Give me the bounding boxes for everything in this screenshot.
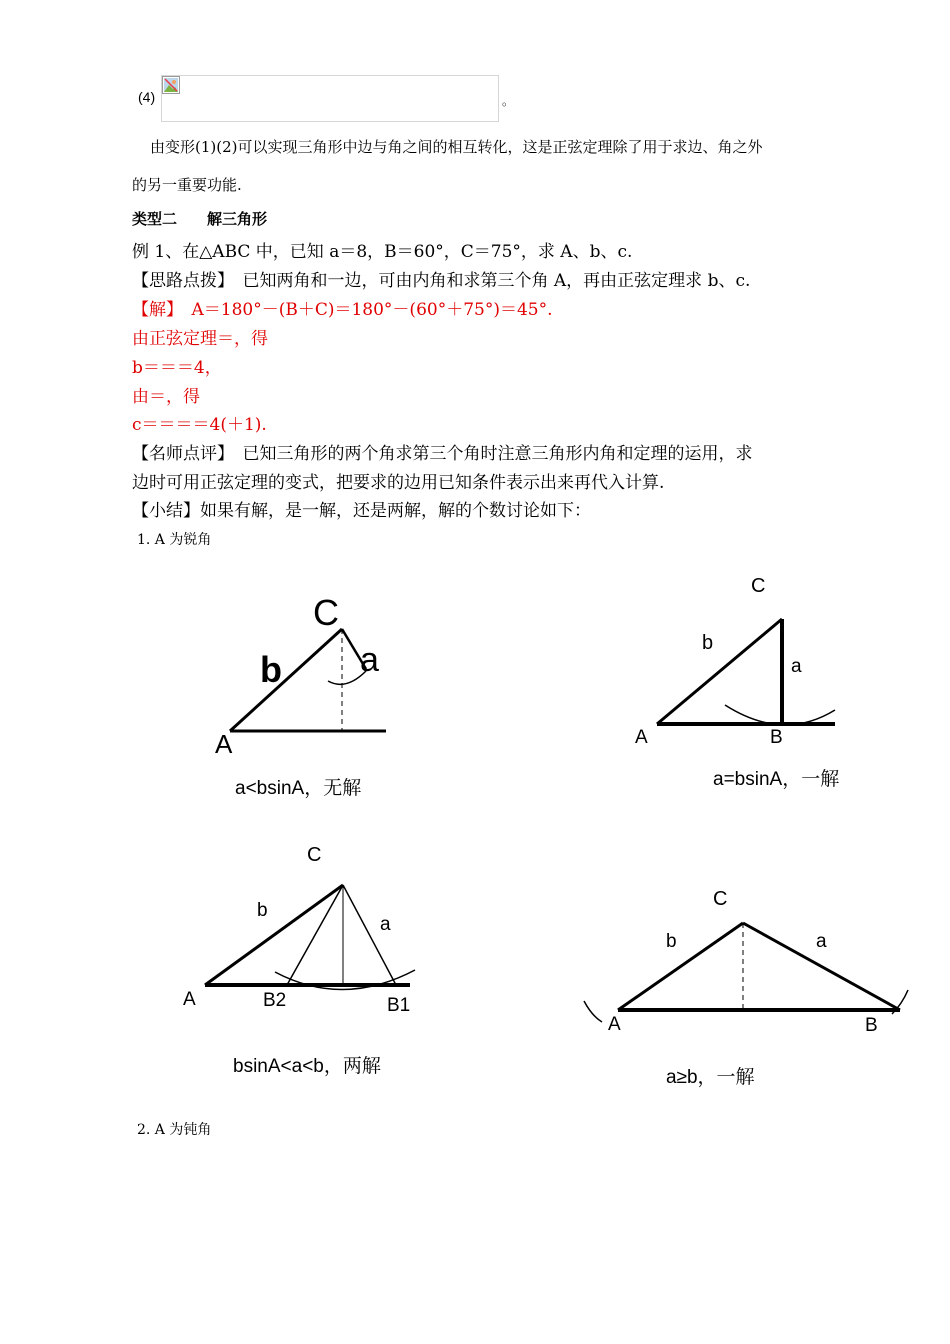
comment-line-1 [132, 439, 753, 464]
formula-4-period: 。 [502, 94, 515, 108]
solution-line-1 [132, 295, 553, 320]
fig4-label-B: B [865, 1015, 878, 1036]
fig4-label-a: a [816, 931, 827, 952]
section-title: 类型二 解三角形 [132, 210, 268, 228]
fig4-caption: a≥b，一解 [666, 1067, 755, 1088]
solution-tag: 【解】 [132, 300, 175, 320]
fig3-caption: bsinA<a<b，两解 [233, 1056, 381, 1077]
comment-tag: 【名师点评】 [132, 444, 226, 464]
fig3-label-b: b [257, 900, 268, 921]
comment-text-1: 已知三角形的两个角求第三个角时注意三角形内角和定理的运用，求 [225, 444, 753, 464]
hint-tag: 【思路点拨】 [132, 271, 226, 291]
fig2-label-A: A [635, 727, 648, 748]
solution-line-4: 由＝，得 [132, 387, 200, 407]
para-1-line-2: 的另一重要功能. [132, 176, 242, 194]
fig3-label-B2: B2 [263, 990, 287, 1011]
fig3-label-C: C [307, 844, 322, 866]
fig1-label-C: C [313, 592, 339, 633]
fig4-label-C: C [713, 888, 728, 910]
fig1-label-a: a [360, 641, 379, 679]
hint-line [132, 266, 750, 291]
fig4-side-b [618, 923, 743, 1010]
figure-one-solution-obtuse [580, 880, 920, 1095]
fig4-label-A: A [608, 1014, 621, 1035]
fig3-label-a: a [380, 914, 391, 935]
fig1-caption: a<bsinA，无解 [235, 778, 362, 799]
fig4-label-b: b [666, 931, 677, 952]
fig2-label-b: b [702, 632, 714, 654]
fig1-label-b: b [260, 649, 282, 690]
fig3-label-B1: B1 [387, 995, 411, 1016]
fig2-label-a: a [791, 656, 802, 677]
fig2-label-B: B [770, 727, 783, 748]
comment-line-2: 边时可用正弦定理的变式，把要求的边用已知条件表示出来再代入计算. [132, 473, 665, 493]
fig3-side-b [205, 885, 343, 985]
solution-line-3: b＝＝＝4， [132, 358, 222, 378]
case-2-heading: 2. A 为钝角 [137, 1122, 212, 1138]
example-problem: 例 1、在△ABC 中，已知 a＝8，B＝60°，C＝75°，求 A、b、c. [132, 242, 633, 262]
figure-one-solution-right [625, 570, 865, 800]
hint-text: 已知两角和一边，可由内角和求第三个角 A，再由正弦定理求 b、c. [225, 271, 751, 291]
fig1-label-A: A [215, 729, 233, 759]
fig1-side-b [230, 629, 342, 731]
broken-image-icon [162, 76, 180, 94]
fig2-side-b [657, 619, 782, 724]
figure-no-solution [200, 585, 410, 805]
figure-two-solutions [175, 840, 425, 1080]
fig4-arc-left [584, 1001, 602, 1022]
fig2-label-C: C [751, 575, 766, 597]
solution-line-2: 由正弦定理＝，得 [132, 329, 268, 349]
summary-line: 【小结】如果有解，是一解，还是两解，解的个数讨论如下： [132, 501, 591, 521]
case-1-heading: 1. A 为锐角 [137, 532, 212, 548]
fig3-label-A: A [183, 989, 196, 1010]
solution-line-5: c＝＝＝＝4(＋1). [132, 415, 267, 435]
fig3-side-a-B2 [287, 885, 343, 985]
solution-text-1: A＝180°－(B＋C)＝180°－(60°＋75°)＝45°. [174, 300, 553, 320]
formula-4-label: (4) [138, 89, 156, 105]
para-1-line-1: 由变形(1)(2)可以实现三角形中边与角之间的相互转化，这是正弦定理除了用于求边、角之外 [150, 138, 763, 156]
formula-4-image [161, 75, 499, 122]
fig2-caption: a=bsinA，一解 [713, 769, 840, 790]
fig3-side-a-B1 [343, 885, 396, 985]
